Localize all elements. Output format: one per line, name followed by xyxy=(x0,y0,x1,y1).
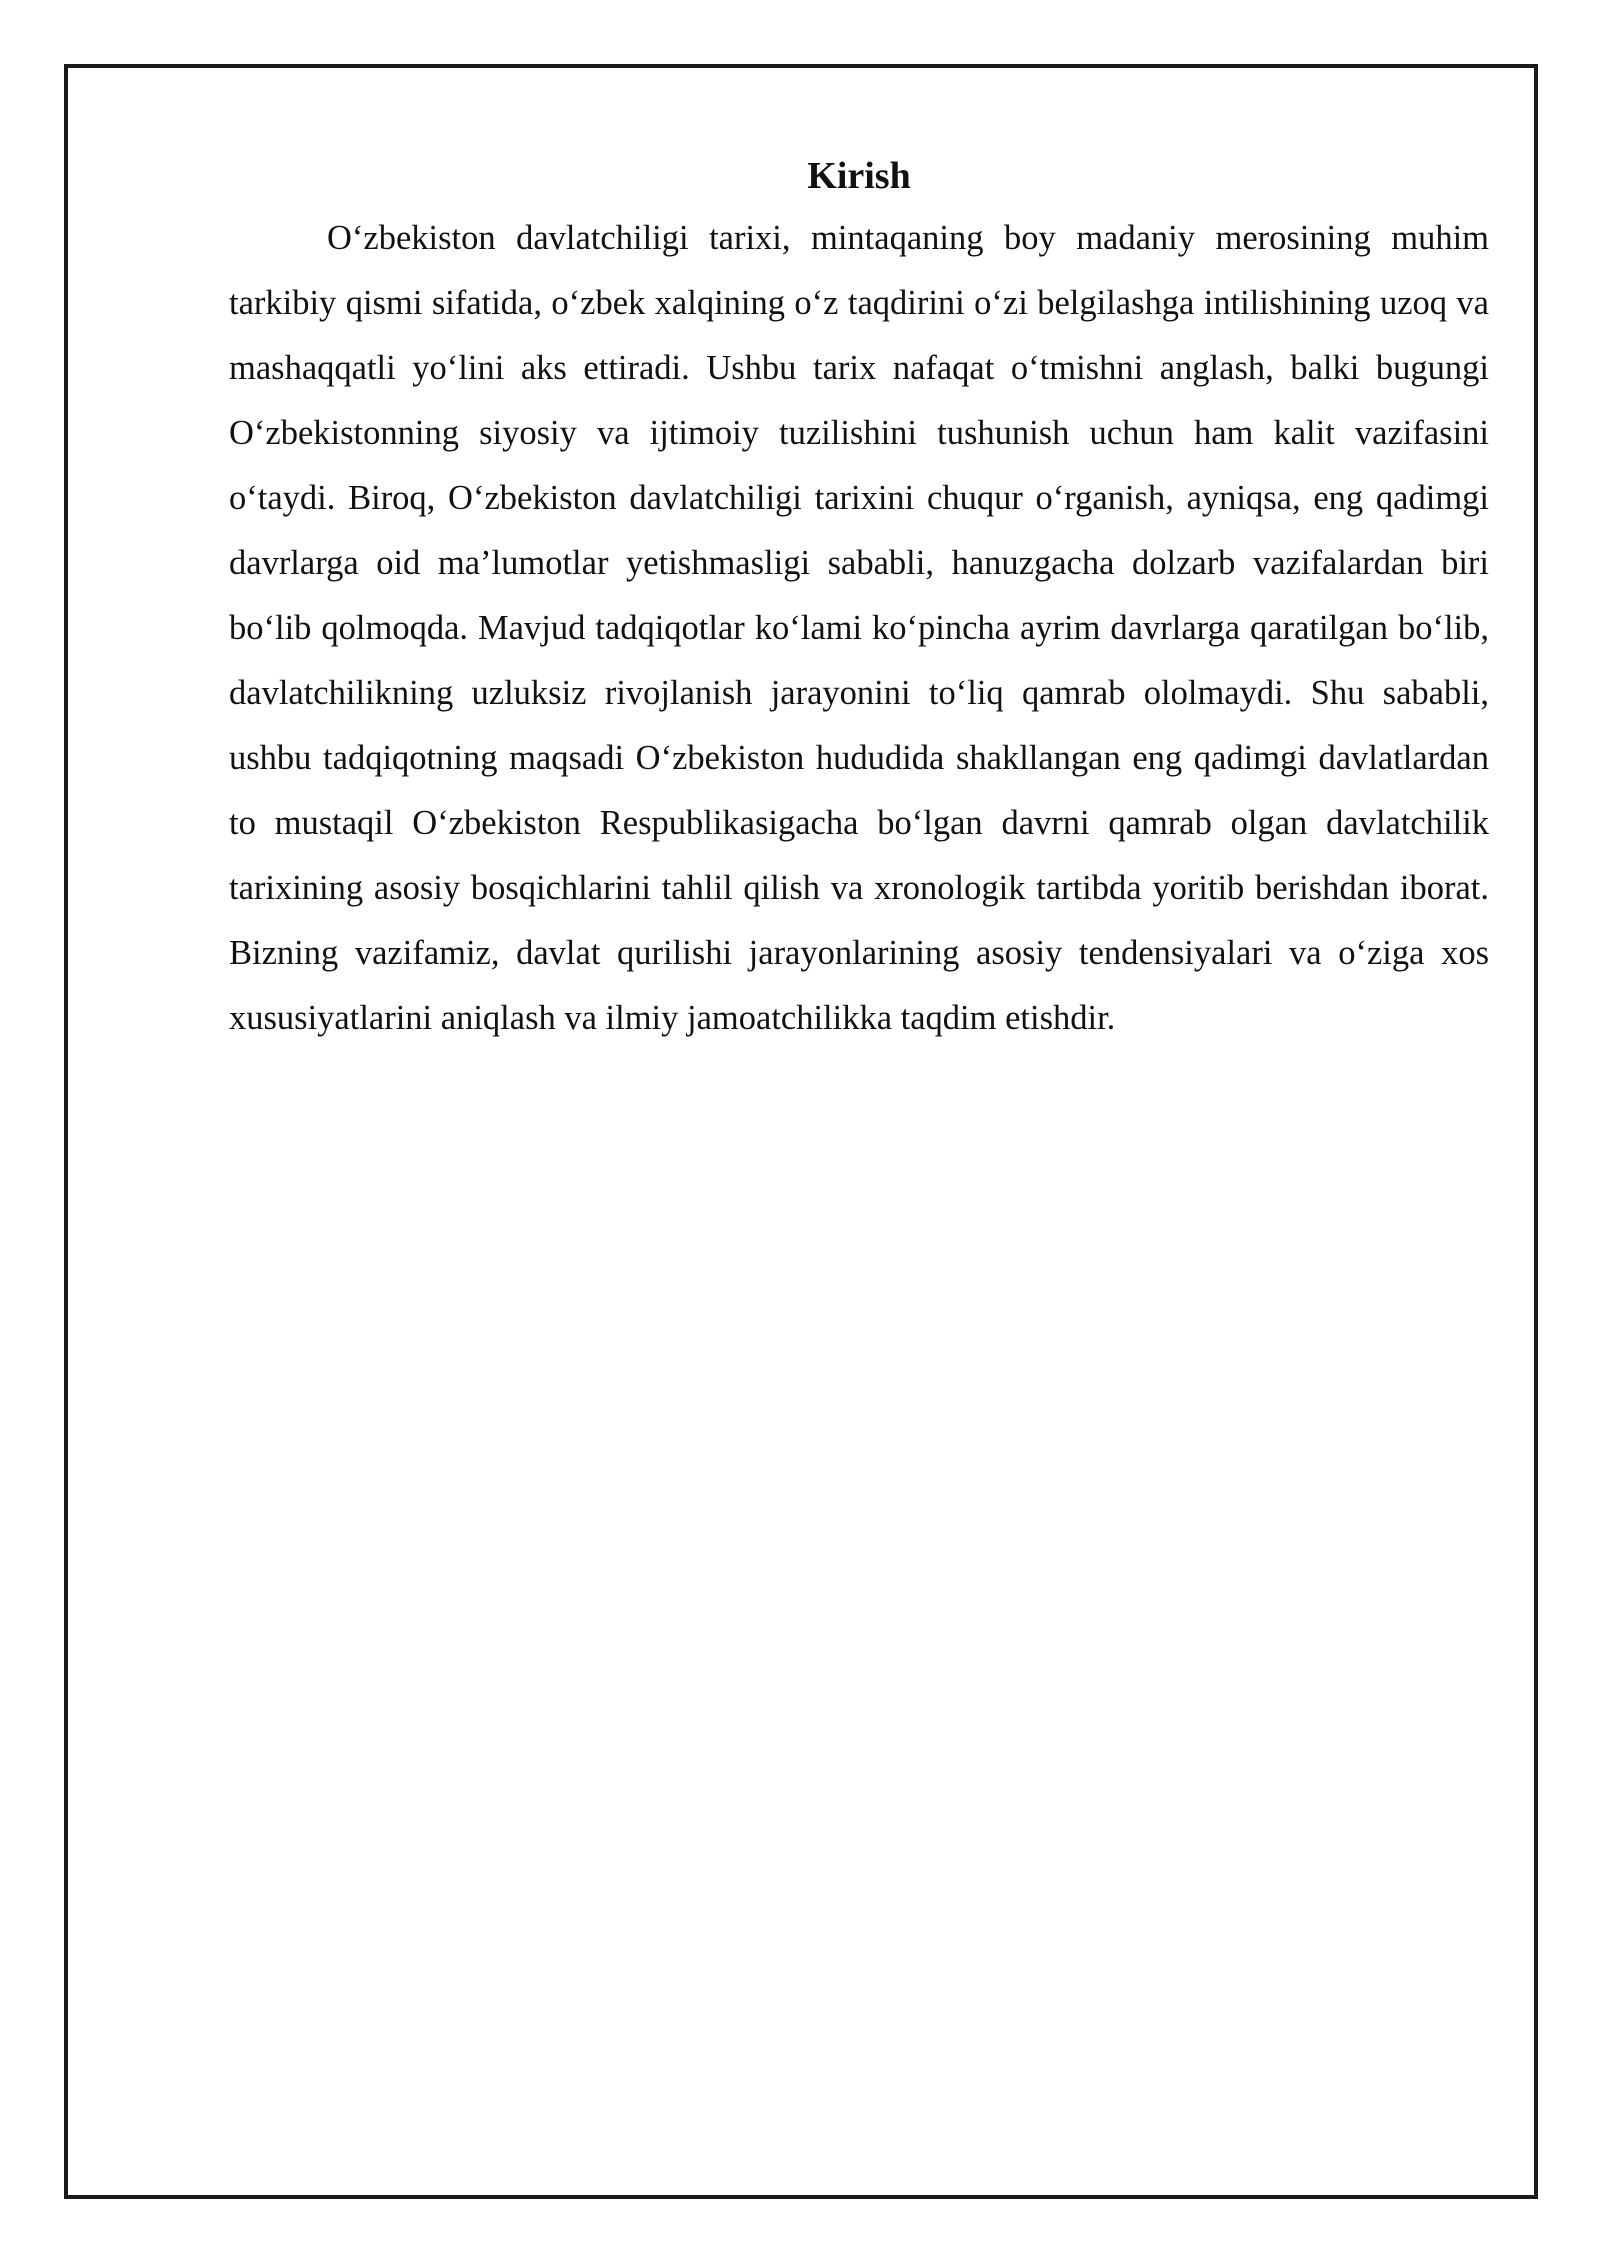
introduction-paragraph: O‘zbekiston davlatchiligi tarixi, mintaqaning boy madaniy merosining muhim tarkibiy qismi sifatida, o‘zbek xalqining o‘z taqdirini o‘zi belgilashga intilishining uzoq va mashaqqatli yo‘lini aks ettiradi. Ushbu tarix nafaqat o‘tmishni anglash, balki bugungi O‘zbekistonning siyosiy va ijtimoiy tuzilishini tushunish uchun ham kalit vazifasini o‘taydi. Biroq, O‘zbekiston davlatchiligi tarixini chuqur o‘rganish, ayniqsa, eng qadimgi davrlarga oid ma’lumotlar yetishmasligi sababli, hanuzgacha dolzarb vazifalardan biri bo‘lib qolmoqda. Mavjud tadqiqotlar ko‘lami ko‘pincha ayrim davrlarga qaratilgan bo‘lib, davlatchilikning uzluksiz rivojlanish jarayonini to‘liq qamrab ololmaydi. Shu sababli, ushbu tadqiqotning maqsadi O‘zbekiston hududida shakllangan eng qadimgi davlatlardan to mustaqil O‘zbekiston Respublikasigacha bo‘lgan davrni qamrab olgan davlatchilik tarixining asosiy bosqichlarini tahlil qilish va xronologik tartibda yoritib berishdan iborat. Bizning vazifamiz, davlat qurilishi jarayonlarining asosiy tendensiyalari va o‘ziga xos xususiyatlarini aniqlash va ilmiy jamoatchilikka taqdim etishdir. xyxy=(229,219,1489,1037)
document-body xyxy=(229,148,1489,1051)
document-title: Kirish xyxy=(807,155,911,197)
